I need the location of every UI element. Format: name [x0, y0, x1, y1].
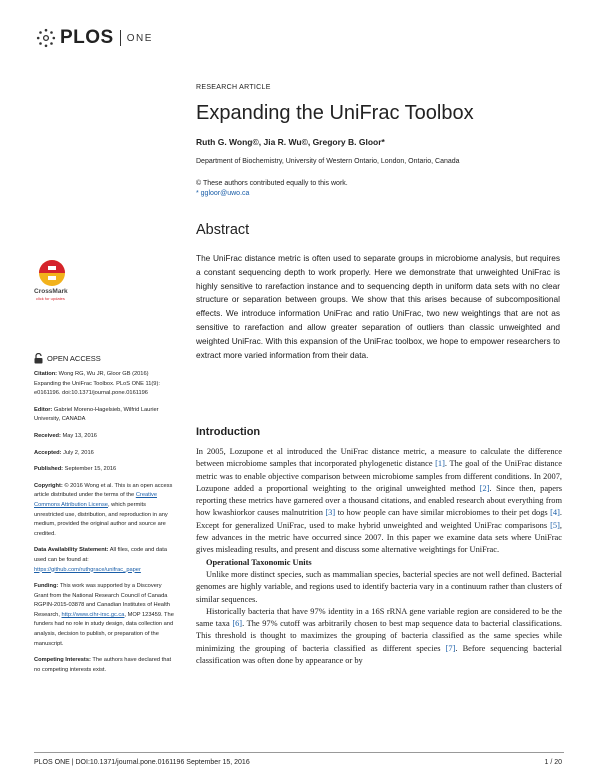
competing-interests-label: Competing Interests: — [34, 657, 91, 664]
competing-interests-block — [34, 656, 176, 675]
funding-block — [34, 582, 176, 649]
citation-text: Wong RG, Wu JR, Gloor GB (2016) Expanding the UniFrac Toolbox. PLoS ONE 11(9): e0161196. doi:10.1371/journal.pone.0161196 — [34, 371, 160, 397]
paragraph: Unlike more distinct species, such as mammalian species, bacterial species are not well defined. Bacterial genomes are highly variable, and regions used to identify bacteria vary in a continuum rather than clusters of similar sequences. — [196, 569, 562, 604]
open-access-badge — [34, 353, 101, 364]
competing-interests-text: The authors have declared that no competing interests exist. — [34, 657, 172, 673]
open-access-label: OPEN ACCESS — [47, 354, 101, 363]
open-lock-icon — [34, 353, 43, 364]
accepted-label: Accepted: — [34, 449, 62, 456]
text-run: . Before sequencing bacterial classification was often done by appearance or by — [196, 643, 562, 666]
journal-name: ONE — [126, 32, 153, 44]
footer-divider — [34, 752, 564, 753]
published-date: September 15, 2016 — [64, 466, 117, 473]
body-text — [196, 446, 562, 667]
published-block — [34, 465, 176, 475]
plos-dots-icon — [36, 28, 56, 48]
text-run: . The 97% cutoff was arbitrarily chosen to best map sequence data to bacterial classifications. This threshold is thought to maximizes the grouping of bacteria classified as the same species while minimizing the grouping of bacteria classified as different species — [196, 619, 562, 653]
copyright-text: © 2016 Wong et al. This is an open access article distributed under the terms of the — [34, 482, 173, 499]
reference-link[interactable]: [5] — [550, 520, 560, 530]
crossmark-sublabel: click for updates — [36, 296, 65, 301]
reference-link[interactable]: [7] — [445, 643, 456, 653]
text-run: Historically bacteria that have 97% identity in a 16S rRNA gene variable region are considered to be the same taxa — [196, 606, 562, 629]
paragraph — [196, 606, 562, 667]
reference-link[interactable]: [2] — [479, 483, 490, 493]
reference-link[interactable]: [6] — [232, 619, 243, 629]
page-number: 1 / 20 — [544, 759, 562, 766]
plos-brand: PLOS — [60, 27, 114, 48]
accepted-date: July 2, 2016 — [63, 449, 94, 456]
text-run: In 2005, Lozupone et al introduced the UniFrac distance metric, a measure to calculate the difference between microbiome samples that incorporated phylogenetic distance — [196, 447, 562, 469]
data-availability-block — [34, 546, 176, 575]
funding-text: This work was supported by a Discovery Grant from the National Research Council of Canada RGPIN-2015-03878 and Canadian Institutes of Health Research, — [34, 583, 170, 618]
corresponding-email[interactable]: * ggloor@uwo.ca — [196, 190, 250, 197]
copyright-text-cont: , which permits unrestricted use, distribution, and reproduction in any medium, provided the original author and source are credited. — [34, 501, 168, 537]
equal-contribution-note: © These authors contributed equally to this work. — [196, 180, 348, 187]
reference-link[interactable]: [4] — [550, 508, 560, 518]
footer-citation: PLOS ONE | DOI:10.1371/journal.pone.0161196 September 15, 2016 — [34, 759, 250, 766]
crossmark-badge[interactable] — [34, 258, 70, 311]
received-label: Received: — [34, 432, 61, 439]
logo-divider — [120, 30, 121, 46]
author-list: Ruth G. Wong©, Jia R. Wu©, Gregory B. Gloor* — [196, 137, 385, 147]
reference-link[interactable]: [1] — [435, 459, 445, 469]
editor-label: Editor: — [34, 406, 53, 413]
citation-block — [34, 370, 176, 399]
paragraph — [196, 446, 562, 557]
article-type: RESEARCH ARTICLE — [196, 84, 271, 91]
license-link[interactable]: Creative Commons Attribution License — [34, 492, 157, 508]
reference-link[interactable]: [3] — [325, 508, 336, 518]
funding-label: Funding: — [34, 583, 59, 590]
abstract-text: The UniFrac distance metric is often used to separate groups in microbiome analysis, but requires a constant sequencing depth to work properly. Here we demonstrate that unweighted UniFrac is highly sensitive to rarefaction instance and to sequencing depth in uniform data sets with no clear structure or separation between groups. We show that this arises because of subcompositional effects. We introduce information UniFrac and ratio UniFrac, two new weightings that are not as sensitive to rarefaction and allow greater separation of outliers than classic unweighted and weighted UniFrac. With this expansion of the UniFrac toolbox, we hope to empower researchers to extract more varied information from their data. — [196, 253, 560, 360]
text-run: , few advances in the metric have occurred since 2007. In this paper we examine data sets where UniFrac gives misleading results, and present and discuss some alternative weightings for UniFrac. — [196, 520, 562, 555]
accepted-block — [34, 449, 176, 459]
text-run: to how people can have similar microbiomes to their pet dogs — [335, 508, 551, 518]
funding-text-cont: , MOP 123459. The funders had no role in study design, data collection and analysis, decision to publish, or preparation of the manuscript. — [34, 611, 174, 647]
text-run: . Except for generalized UniFrac, used to make hybrid unweighted and weighted UniFrac comparisons — [196, 508, 562, 530]
published-label: Published: — [34, 466, 64, 473]
crossmark-label: CrossMark — [34, 288, 68, 295]
github-link[interactable]: https://github.com/ruthgrace/unifrac_paper — [34, 566, 141, 573]
article-title: Expanding the UniFrac Toolbox — [196, 102, 474, 124]
section-subheading: Operational Taxonomic Units — [206, 557, 312, 567]
citation-label: Citation: — [34, 371, 58, 377]
cihr-link[interactable]: http://www.cihr-irsc.gc.ca — [61, 611, 125, 618]
copyright-block — [34, 482, 176, 540]
received-block — [34, 432, 176, 442]
data-availability-label: Data Availability Statement: — [34, 547, 109, 554]
text-run: . Since then, papers reporting these metrics have garnered over a thousand citations, and enabled research about everything from how kwashiorkor causes malnutrition — [196, 483, 563, 518]
introduction-heading: Introduction — [196, 426, 261, 438]
editor-text: Gabriel Moreno-Hagelsieb, Wilfrid Laurier University, CANADA — [34, 406, 159, 423]
affiliation: Department of Biochemistry, University of Western Ontario, London, Ontario, Canada — [196, 158, 460, 165]
article-info-sidebar — [34, 370, 176, 682]
data-availability-text: All files, code and data used can be found at: — [34, 547, 167, 563]
editor-block — [34, 406, 176, 425]
copyright-label: Copyright: — [34, 482, 63, 489]
plos-logo[interactable] — [36, 27, 153, 49]
received-date: May 13, 2016 — [62, 432, 97, 439]
text-run: . The goal of the UniFrac distance metric was to enable objective comparison between microbiome samples from different conditions. In 2007, Lozupone added a proportional weighting to the original unweighted method — [196, 459, 562, 493]
abstract-heading: Abstract — [196, 222, 250, 238]
